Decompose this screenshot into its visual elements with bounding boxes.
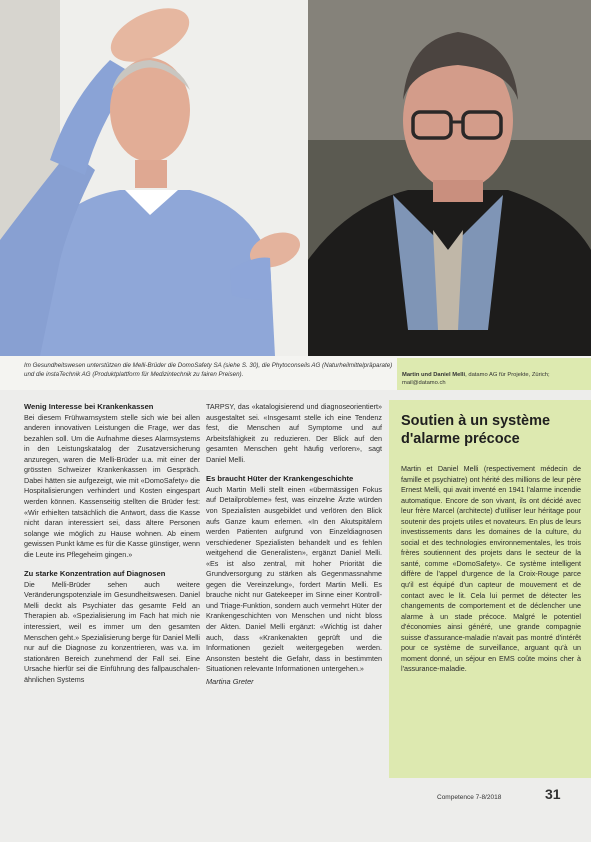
photo-left-daniel-melli [0, 0, 308, 356]
heading-wenig-interesse: Wenig Interesse bei Krankenkassen [24, 402, 154, 411]
photo-caption-right [402, 372, 588, 387]
french-summary-sidebar [389, 400, 591, 778]
photo-right-illustration [308, 0, 591, 356]
photo-right-martin-melli [308, 0, 591, 356]
sidebar-text: Martin et Daniel Melli (respectivement médecin de famille et psychiatre) ont hérité des millions de leur père Ernest Melli, qui avait inventé en 1941 l'alarme incendie automatique. Encore de son vivant, ils ont décidé avec leur frère Marcel (architecte) d'utiliser leur héritage pour soutenir des projets utiles et novateurs. En plus de leurs investissements dans les domaines de la culture, du social et des technologies environnementales, les trois frères soutiennent des projets dans le secteur de la santé, comme «DomoSafety». Ce système intelligent diffère de l'appel d'urgence de la Croix-Rouge parce qu'il est équipé d'un capteur de mouvement et de contact avec le lit. Cela lui permet de détecter les changements de comportement et de déclencher une alarme à un stade précoce. Malgré le potentiel d'économies ainsi généré, une grande compagnie suisse d'assurance-maladie n'avait pas montré d'intérêt pour ce système de surveillance, arguant qu'à un moment donné, un séjour en EMS coûte moins cher à l'assurance-maladie. [401, 464, 581, 674]
article-author: Martina Greter [206, 676, 254, 686]
caption-rest: , datamo AG für Projekte, Zürich; mail@datamo.ch [402, 372, 550, 386]
paragraph-col1-1: Bei diesem Frühwarnsystem stelle sich wie bei allen anderen innovativen Leistungen die Frage, wer das bezahlen soll. Um die Aufnahme dieses Alarmsystems in den Leistungskatalog der Zusatzversicherung anzuregen, waren die Melli-Brüder u.a. mit einer der grössten Schweizer Krankenkassen im Gespräch. Dabei hätten sie aufgezeigt, wie mit «DomoSafety» die Hospitalisierungen verhindert und Kosten eingespart werden können. Kassenseitig stellten die Brüder fest: «Wir erhielten tatsächlich die Antwort, dass die Kasse nicht daran interessiert sei, dass ältere Personen solange wie möglich zu Hause wohnen. Ab einem gewissen Punkt käme es für die Kasse günstiger, wenn die Leute ins Pflegeheim gingen.» [24, 412, 200, 559]
paragraph-col2-1: TARPSY, das «katalogisierend und diagnoseorientiert» ausgestaltet sei. «Insgesamt stelle ich eine Tendenz fest, die Menschen auf Symptome und auf Arbeitsfähigkeit zu reduzieren. Der Blick auf den gesamten Menschen geht häufig verloren», sagt Daniel Melli. [206, 402, 382, 464]
publication-name: Competence 7-8/2018 [437, 794, 502, 801]
paragraph-col2-2: Auch Martin Melli stellt einen «übermässigen Fokus auf Detailprobleme» fest, was einzelne Ärzte würden von Spezialisten ausgebildet und verlören den Blick aufs Ganze kaum erlernen. «In den Akutspitälern werden Patienten aufgrund von Einzeldiagnosen verschiedener Spezialisten behandelt und es fehlen weitgehend die Generalisten», ergänzt Daniel Melli. «Es ist also zentral, mit hoher Priorität die Grundversorgung zu stärken als Gegenmassnahme gegen die Vereinzelung», fordert Martin Melli. Es brauche nicht nur Gatekeeper im Sinne einer Kontroll- und Triage-Funktion, sondern auch vermehrt Hüter der Krankengeschichten von Menschen und nicht bloss der Akten. Daniel Melli ergänzt: «Wichtig ist daher auch, dass «Krankenakten geprüft und die Informationen gezielt weitergegeben werden. Ansonsten besteht die Gefahr, dass in bestimmten Situationen relevante Informationen untergehen.» [206, 484, 382, 674]
photo-left-illustration [0, 0, 308, 356]
article-column-1 [24, 402, 200, 685]
caption-names: Martin und Daniel Melli [402, 372, 466, 378]
heading-zu-starke-konzentration: Zu starke Konzentration auf Diagnosen [24, 569, 166, 579]
paragraph-col1-2: Die Melli-Brüder sehen auch weitere Veränderungspotenziale im Gesundheitswesen. Daniel Melli deckt als Psychiater das gesamte Feld an Therapien ab. «Spezialisierung im Fach hat mich nie interessiert, weil es immer um den gesamten Menschen geht.» Spezialisierung berge für Daniel Melli nur auf die Diagnose zu konzentrieren, was v.a. im stationären Bereich zunehmend der Fall sei. Eine Ursache hierfür sei die Einführung des fallpauschalen-ähnlichen Systems [24, 579, 200, 684]
sidebar-title: Soutien à un système d'alarme précoce [401, 413, 551, 447]
heading-hueter-der-krankengeschichte: Es braucht Hüter der Krankengeschichte [206, 474, 354, 484]
page-number: 31 [545, 786, 561, 802]
article-column-2 [206, 402, 382, 687]
photo-caption-left: Im Gesundheitswesen unterstützen die Melli-Brüder die DomoSafety SA (siehe S. 30), die Phytoconseils AG (Naturheilmittelpräparate) und die instaTechnik AG (Produktplattform für Medizintechnik zu fairen Preisen). [24, 362, 393, 378]
